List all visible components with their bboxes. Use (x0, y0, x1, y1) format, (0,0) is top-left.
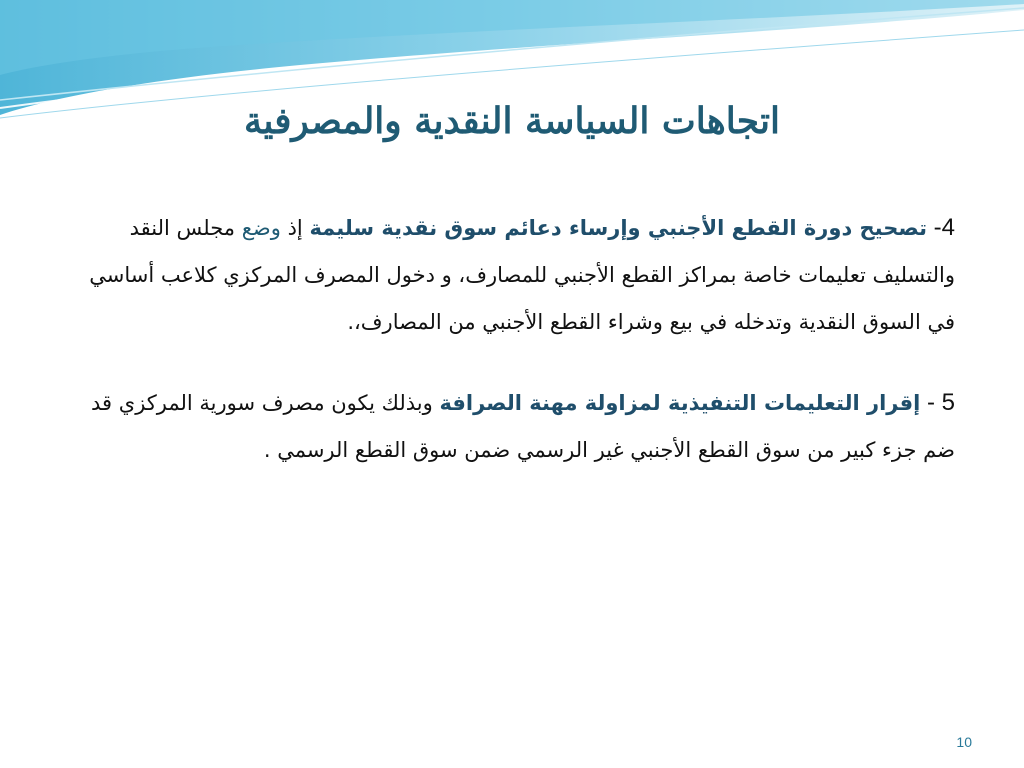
item-4-number: 4- (933, 214, 955, 241)
slide-title: اتجاهات السياسة النقدية والمصرفية (244, 100, 780, 142)
item-4-heading: تصحيح دورة القطع الأجنبي وإرساء دعائم سوق نقدية سليمة (309, 216, 927, 240)
item-5-heading: إقرار التعليمات التنفيذية لمزاولة مهنة الصرافة (439, 391, 921, 415)
page-number: 10 (956, 734, 972, 750)
item-5-body: وبذلك يكون مصرف سورية المركزي قد ضم جزء كبير من سوق القطع الأجنبي غير الرسمي ضمن سوق القطع الرسمي . (91, 391, 955, 462)
item-4-accent-word: وضع (241, 216, 281, 240)
item-5-number: 5 - (926, 389, 955, 416)
item-4-body: مجلس النقد والتسليف تعليمات خاصة بمراكز القطع الأجنبي للمصارف، و دخول المصرف المركزي كلاعب أساسي في السوق النقدية وتدخله في بيع وشراء القطع الأجنبي من المصارف،. (89, 216, 955, 334)
slide-content (60, 204, 955, 474)
item-4-paragraph (60, 204, 955, 346)
item-4-connector: إذ (280, 216, 310, 240)
item-5-paragraph (60, 379, 955, 474)
